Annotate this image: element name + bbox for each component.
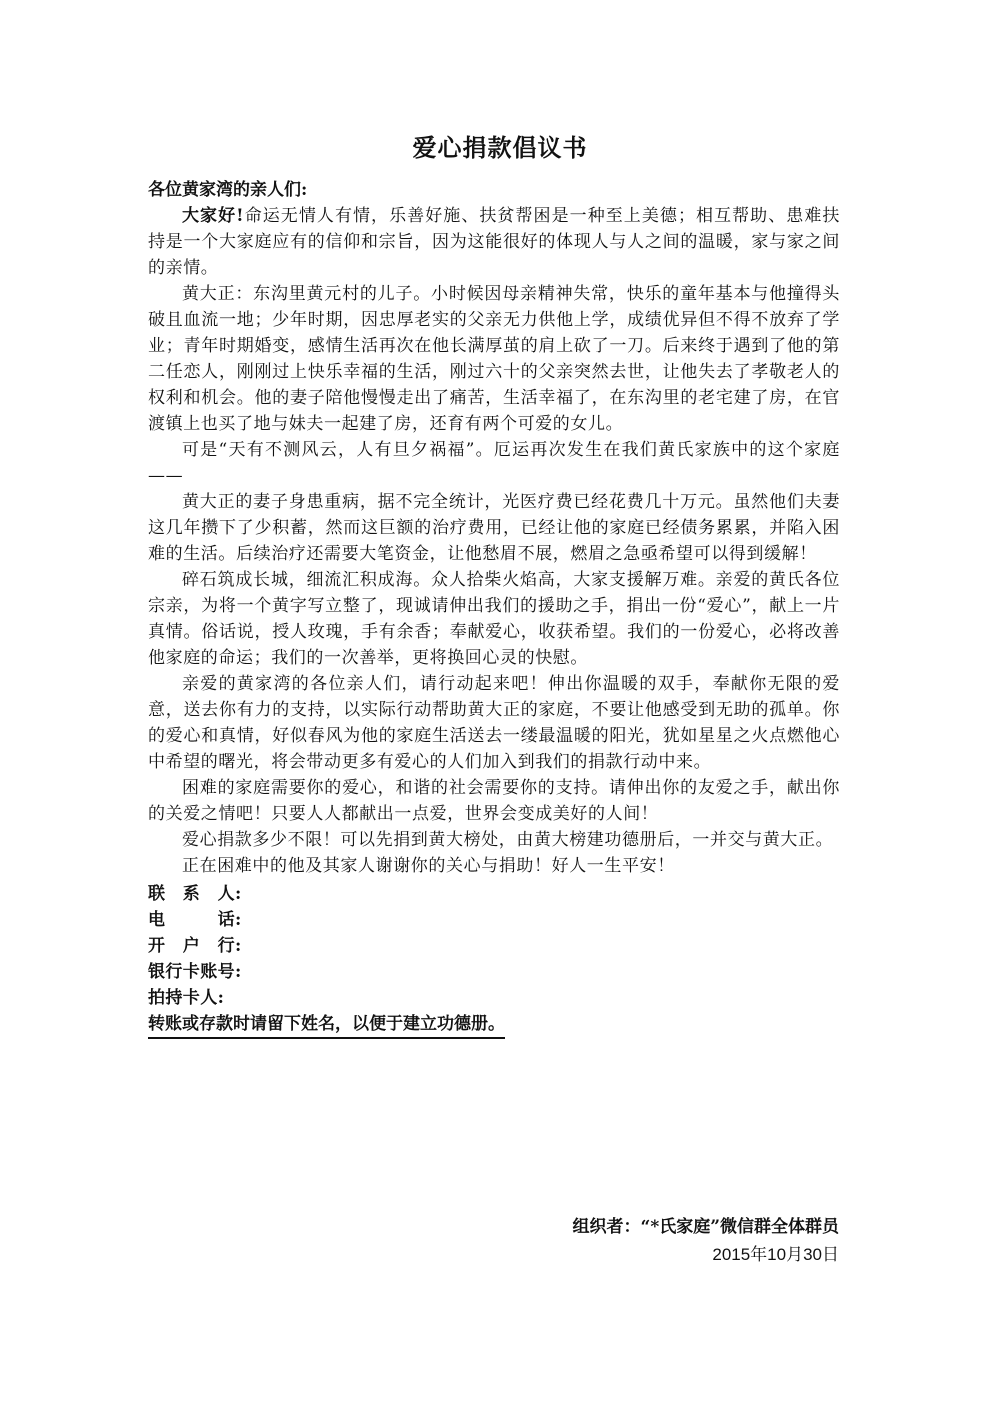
bank-label: 开 户 行: [148, 936, 242, 956]
document-title: 爱心捐款倡议书 [412, 133, 588, 162]
signature-block [573, 1214, 839, 1268]
phone-label: 电 话: [148, 910, 242, 930]
organizer-text: 组织者：“*氏家庭”微信群全体群员 [572, 1217, 839, 1237]
salutation: 各位黄家湾的亲人们: [148, 180, 308, 200]
paragraph-background: 黄大正：东沟里黄元村的儿子。小时候因母亲精神失常，快乐的童年基本与他撞得头破且血流一地；少年时期，因忠厚老实的父亲无力供他上学，成绩优异但不得不放弃了学业；青年时期婚变，感情生活再次在他长满厚茧的肩上砍了一刀。后来终于遇到了他的第二任恋人，刚刚过上快乐幸福的生活，刚过六十的父亲突然去世，让他失去了孝敬老人的权利和机会。他的妻子陪他慢慢走出了痛苦，生活幸福了，在东沟里的老宅建了房，在官渡镇上也买了地与妹夫一起建了房，还育有两个可爱的女儿。 [148, 284, 840, 434]
organizer [573, 1214, 839, 1241]
paragraph-greeting [148, 203, 840, 281]
greeting-lead: 大家好! [182, 206, 245, 226]
transfer-note: 转账或存款时请留下姓名，以便于建立功德册。 [148, 1011, 505, 1039]
paragraph-misfortune: 可是“天有不测风云，人有旦夕祸福”。厄运再次发生在我们黄氏家族中的这个家庭—— [148, 440, 840, 486]
contact-info [148, 881, 840, 1039]
date: 2015年10月30日 [712, 1245, 839, 1264]
paragraph-illness: 黄大正的妻子身患重病，据不完全统计，光医疗费已经花费几十万元。虽然他们夫妻这几年攒下了少积蓄，然而这巨额的治疗费用，已经让他的家庭已经债务累累，并陷入困难的生活。后续治疗还需要大笔资金，让他愁眉不展，燃眉之急亟希望可以得到缓解！ [148, 492, 840, 564]
document-body [148, 128, 840, 1039]
paragraph-appeal: 碎石筑成长城，细流汇积成海。众人拾柴火焰高，大家支援解万难。亲爱的黄氏各位宗亲，为将一个黄字写立整了，现诚请伸出我们的援助之手，捐出一份“爱心”，献上一片真情。俗话说，授人玫瑰，手有余香；奉献爱心，收获希望。我们的一份爱心，必将改善他家庭的命运；我们的一次善举，更将换回心灵的快慰。 [148, 570, 840, 668]
paragraph-support: 困难的家庭需要你的爱心，和谐的社会需要你的支持。请伸出你的友爱之手，献出你的关爱之情吧！只要人人都献出一点爱，世界会变成美好的人间！ [148, 778, 840, 824]
paragraph-thanks: 正在困难中的他及其家人谢谢你的关心与捐助！好人一生平安！ [182, 856, 675, 876]
card-holder-label: 拍持卡人: [148, 988, 225, 1008]
paragraph-1-text: 命运无情人有情，乐善好施、扶贫帮困是一种至上美德；相互帮助、患难扶持是一个大家庭应有的信仰和宗旨，因为这能很好的体现人与人之间的温暖，家与家之间的亲情。 [148, 206, 840, 278]
paragraph-call-to-action: 亲爱的黄家湾的各位亲人们，请行动起来吧！伸出你温暖的双手，奉献你无限的爱意，送去你有力的支持，以实际行动帮助黄大正的家庭，不要让他感受到无助的孤单。你的爱心和真情，好似春风为他的家庭生活送去一缕最温暖的阳光，犹如星星之火点燃他心中希望的曙光，将会带动更多有爱心的人们加入到我们的捐款行动中来。 [148, 674, 840, 772]
card-number-label: 银行卡账号: [148, 962, 242, 982]
contact-person-label: 联 系 人: [148, 884, 242, 904]
paragraph-donation-info: 爱心捐款多少不限！可以先捐到黄大榜处，由黄大榜建功德册后，一并交与黄大正。 [182, 830, 834, 850]
